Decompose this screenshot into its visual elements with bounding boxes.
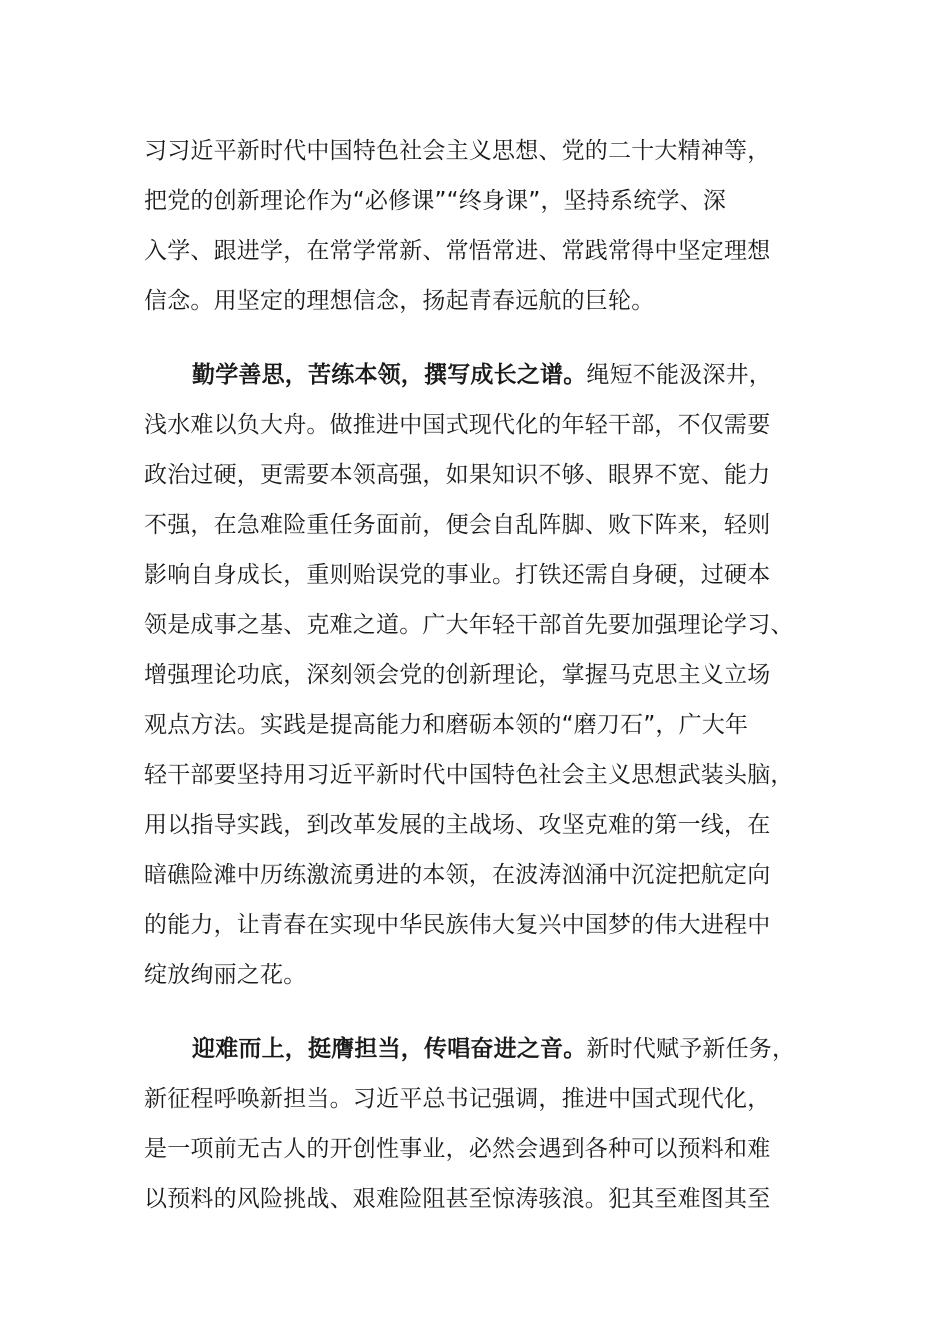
text-line: 是一项前无古人的开创性事业，必然会遇到各种可以预料和难 [144, 1136, 771, 1162]
paragraph-heading: 迎难而上，挺膺担当，传唱奋进之音。 [192, 1036, 587, 1062]
text-line: 政治过硬，更需要本领高强，如果知识不够、眼界不宽、能力 [144, 462, 771, 488]
text-line: 浅水难以负大舟。做推进中国式现代化的年轻干部，不仅需要 [144, 412, 771, 438]
text-line: 不强，在急难险重任务面前，便会自乱阵脚、败下阵来，轻则 [144, 512, 771, 538]
text-line: 观点方法。实践是提高能力和磨砺本领的“磨刀石”，广大年 [144, 712, 749, 738]
text-line: 领是成事之基、克难之道。广大年轻干部首先要加强理论学习、 [144, 612, 794, 638]
paragraph-heading: 勤学善思，苦练本领，撰写成长之谱。 [192, 362, 587, 388]
text-line: 的能力，让青春在实现中华民族伟大复兴中国梦的伟大进程中 [144, 912, 771, 938]
text-line: 绽放绚丽之花。 [144, 962, 307, 988]
text-line: 轻干部要坚持用习近平新时代中国特色社会主义思想武装头脑， [144, 762, 794, 788]
text-line: 以预料的风险挑战、艰难险阻甚至惊涛骇浪。犯其至难图其至 [144, 1186, 771, 1212]
text-line: 暗礁险滩中历练激流勇进的本领，在波涛汹涌中沉淀把航定向 [144, 862, 771, 888]
paragraph-first-line [144, 350, 834, 400]
text-line: 用以指导实践，到改革发展的主战场、攻坚克难的第一线，在 [144, 812, 771, 838]
text-line: 入学、跟进学，在常学常新、常悟常进、常践常得中坚定理想 [144, 238, 771, 264]
text-run: 新时代赋予新任务， [586, 1036, 796, 1062]
text-line: 影响自身成长，重则贻误党的事业。打铁还需自身硬，过硬本 [144, 562, 771, 588]
text-line: 增强理论功底，深刻领会党的创新理论，掌握马克思主义立场 [144, 662, 771, 688]
paragraph-first-line [144, 1024, 834, 1074]
text-run: 绳短不能汲深井， [586, 362, 773, 388]
text-line: 习习近平新时代中国特色社会主义思想、党的二十大精神等， [144, 138, 771, 164]
paragraph-3 [144, 1024, 834, 1224]
paragraph-1 [144, 126, 834, 326]
text-line: 信念。用坚定的理想信念，扬起青春远航的巨轮。 [144, 288, 655, 314]
text-line: 把党的创新理论作为“必修课”“终身课”，坚持系统学、深 [144, 188, 727, 214]
paragraph-2 [144, 350, 834, 1000]
text-line: 新征程呼唤新担当。习近平总书记强调，推进中国式现代化， [144, 1086, 771, 1112]
